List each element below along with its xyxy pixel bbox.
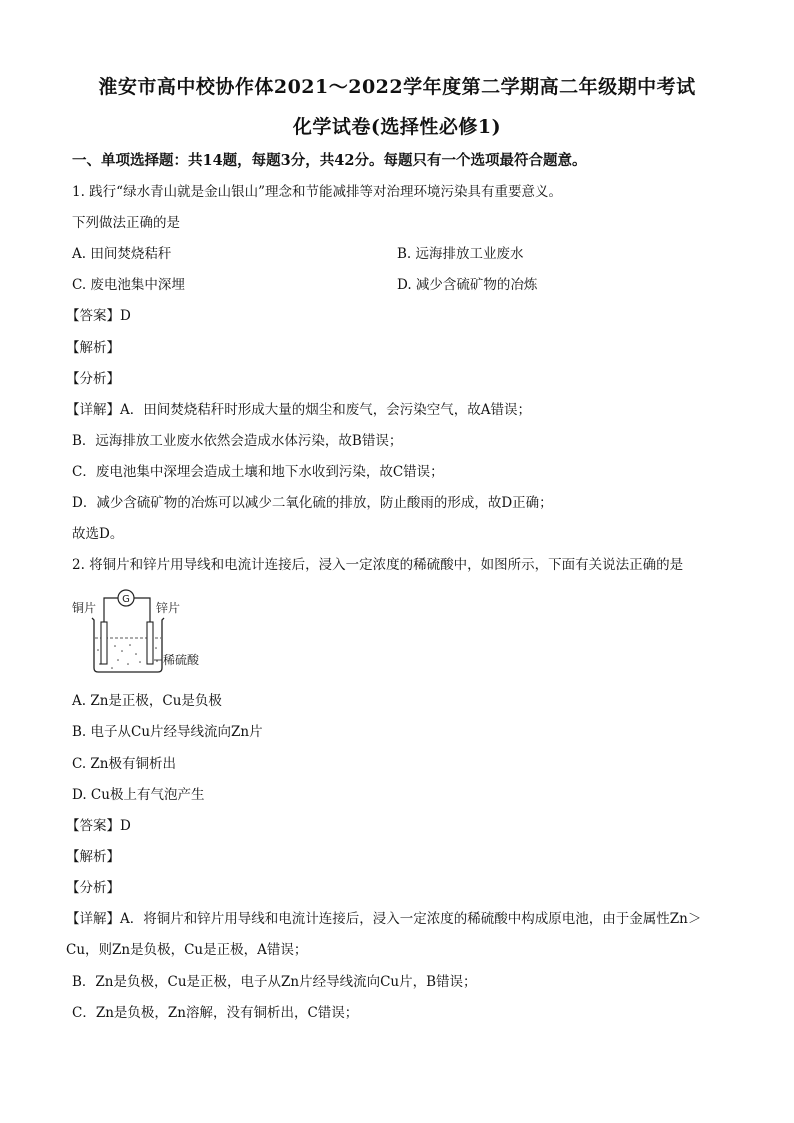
q1-analysis-label: 【解析】 xyxy=(66,340,120,356)
q1-detail-b: B．远海排放工业废水依然会造成水体污染，故B错误； xyxy=(72,433,403,449)
q2-detail-c: C．Zn是负极，Zn溶解，没有铜析出，C错误； xyxy=(72,1005,359,1021)
q1-detail-d: D．减少含硫矿物的冶炼可以减少二氧化硫的排放，防止酸雨的形成，故D正确； xyxy=(72,495,553,511)
wire-left xyxy=(104,598,118,624)
q1-stem-line2: 下列做法正确的是 xyxy=(72,215,180,231)
q2-option-d: D. Cu极上有气泡产生 xyxy=(72,787,205,803)
q1-option-a: A. 田间焚烧秸秆 xyxy=(72,246,172,262)
galvanic-cell-figure xyxy=(70,588,210,674)
copper-electrode xyxy=(101,622,107,664)
q1-stem-line1: 1. 践行“绿水青山就是金山银山”理念和节能减排等对治理环境污染具有重要意义。 xyxy=(72,184,562,200)
q2-answer: 【答案】D xyxy=(66,818,131,834)
acid-label: 稀硫酸 xyxy=(163,653,200,667)
q2-fenxi-label: 【分析】 xyxy=(66,880,120,896)
q1-answer: 【答案】D xyxy=(66,308,131,324)
copper-label: 铜片 xyxy=(72,601,97,615)
galvanometer-label: G xyxy=(122,594,130,605)
q1-conclusion: 故选D。 xyxy=(72,526,124,542)
zinc-label: 锌片 xyxy=(156,601,181,615)
q2-detail-b: B．Zn是负极，Cu是正极，电子从Zn片经导线流向Cu片，B错误； xyxy=(72,974,477,990)
section-heading: 一、单项选择题：共14题，每题3分，共42分。每题只有一个选项最符合题意。 xyxy=(72,152,587,169)
q2-option-a: A. Zn是正极，Cu是负极 xyxy=(72,693,222,709)
q1-option-d: D. 减少含硫矿物的冶炼 xyxy=(397,277,538,293)
exam-subtitle: 化学试卷(选择性必修1) xyxy=(292,116,502,138)
wire-right xyxy=(134,598,150,624)
zinc-electrode xyxy=(147,622,153,664)
q1-option-b: B. 远海排放工业废水 xyxy=(397,246,524,262)
q2-option-c: C. Zn极有铜析出 xyxy=(72,756,177,772)
q1-option-c: C. 废电池集中深埋 xyxy=(72,277,185,293)
q1-detail-c: C．废电池集中深埋会造成土壤和地下水收到污染，故C错误； xyxy=(72,464,444,480)
q1-detail-a: 【详解】A．田间焚烧秸秆时形成大量的烟尘和废气，会污染空气，故A错误； xyxy=(66,402,531,418)
q2-stem: 2. 将铜片和锌片用导线和电流计连接后，浸入一定浓度的稀硫酸中，如图所示，下面有关说法正确的是 xyxy=(72,557,684,573)
q2-detail-a: 【详解】A．将铜片和锌片用导线和电流计连接后，浸入一定浓度的稀硫酸中构成原电池，由于金属性Zn＞Cu，则Zn是负极，Cu是正极，A错误； xyxy=(66,911,702,958)
q2-option-b: B. 电子从Cu片经导线流向Zn片 xyxy=(72,724,263,740)
q1-fenxi-label: 【分析】 xyxy=(66,371,120,387)
exam-title: 淮安市高中校协作体2021～2022学年度第二学期高二年级期中考试 xyxy=(98,76,696,98)
q2-analysis-label: 【解析】 xyxy=(66,849,120,865)
